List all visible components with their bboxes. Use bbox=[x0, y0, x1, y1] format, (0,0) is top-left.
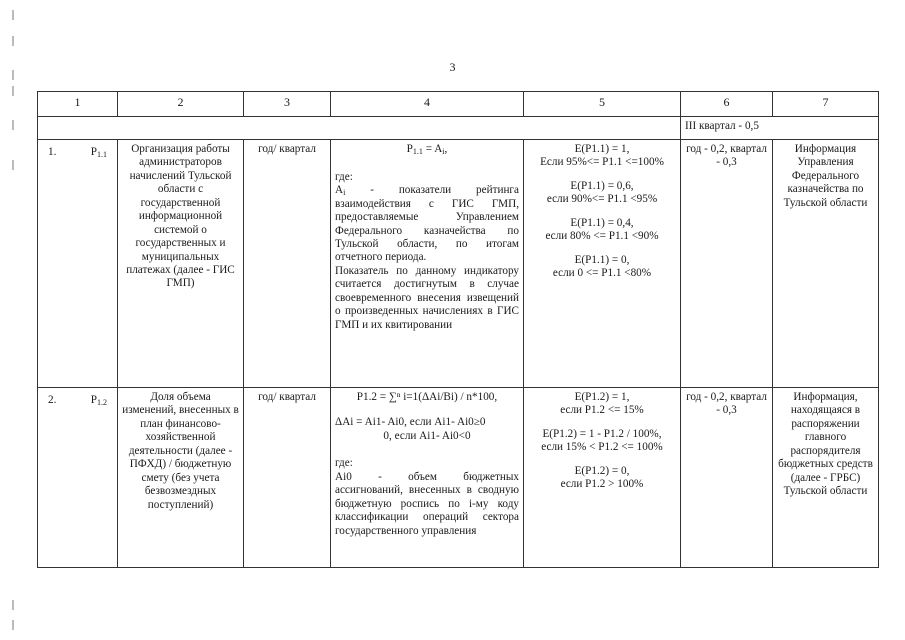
formula-delta-else: 0, если Ai1- Ai0<0 bbox=[383, 429, 471, 442]
where-label: где: bbox=[335, 457, 353, 470]
indicator-period: год/ квартал bbox=[244, 140, 331, 388]
score-rule: E(P1.2) = 1 - P1.2 / 100%, если 15% < P1.2 <= 100% bbox=[541, 427, 663, 454]
score-rule: E(P1.1) = 0, если 0 <= P1.1 <80% bbox=[552, 253, 652, 280]
indicator-weight: год - 0,2, квартал - 0,3 bbox=[681, 388, 773, 568]
formula: P1.2 = ∑ⁿ i=1(ΔAi/Bi) / n*100, bbox=[356, 391, 498, 403]
indicator-name: Организация работы администраторов начислений Тульской области с государственной информационной системой о государственных и муниципальных платежах (далее - ГИС ГМП) bbox=[118, 140, 244, 388]
indicator-formula bbox=[331, 388, 524, 568]
continued-weight: III квартал - 0,5 bbox=[681, 117, 879, 140]
formula-delta: ΔAi = Ai1- Ai0, если Ai1- Ai0≥0 bbox=[335, 416, 486, 429]
row-number: 2. bbox=[48, 394, 57, 406]
header-cell: 1 bbox=[38, 92, 118, 117]
formula-description: $A_i$ - показатели рейтинга взаимодействия с ГИС ГМП, предоставляемые Управлением Федерального казначейства по Тульской области, по итогам отчетного периода. bbox=[335, 184, 519, 264]
where-label: где: bbox=[335, 170, 353, 183]
score-rule: E(P1.1) = 0,4, если 80% <= P1.1 <90% bbox=[545, 216, 659, 243]
scoring-rules bbox=[524, 140, 681, 388]
table-row bbox=[38, 388, 879, 568]
continued-row bbox=[38, 117, 879, 140]
indicator-name: Доля объема изменений, внесенных в план финансово-хозяйственной деятельности (далее - ПФХД) / бюджетную смету (без учета безвозмездных поступлений) bbox=[118, 388, 244, 568]
header-row bbox=[38, 92, 879, 117]
header-cell: 7 bbox=[773, 92, 879, 117]
score-rule: E(P1.1) = 0,6, если 90%<= P1.1 <95% bbox=[546, 179, 658, 206]
header-cell: 6 bbox=[681, 92, 773, 117]
score-rule: E(P1.2) = 1, если P1.2 <= 15% bbox=[560, 391, 644, 417]
formula: $P_{1.1} = A_i$, bbox=[406, 143, 448, 156]
indicator-code: $P_{1.1}$ bbox=[90, 146, 107, 159]
score-rule: E(P1.2) = 0, если P1.2 > 100% bbox=[560, 464, 644, 491]
row-number: 1. bbox=[48, 146, 57, 158]
table-row bbox=[38, 140, 879, 388]
header-cell: 3 bbox=[244, 92, 331, 117]
header-cell: 2 bbox=[118, 92, 244, 117]
indicator-table bbox=[37, 91, 879, 568]
row-id-cell bbox=[38, 140, 118, 388]
margin-marks bbox=[12, 0, 18, 640]
page-number: 3 bbox=[449, 60, 456, 74]
indicator-note: Показатель по данному индикатору считается достигнутым в случае своевременного внесения извещений о произведенных начислениях в ГИС ГМП и их квитировании bbox=[335, 264, 519, 331]
indicator-code: $P_{1.2}$ bbox=[90, 394, 107, 407]
indicator-weight: год - 0,2, квартал - 0,3 bbox=[681, 140, 773, 388]
data-source: Информация Управления Федерального казначейства по Тульской области bbox=[773, 140, 879, 388]
score-rule: E(P1.1) = 1, Если 95%<= P1.1 <=100% bbox=[540, 143, 664, 169]
row-id-cell bbox=[38, 388, 118, 568]
data-source: Информация, находящаяся в распоряжении главного распорядителя бюджетных средств (далее - ГРБС) Тульской области bbox=[773, 388, 879, 568]
scoring-rules bbox=[524, 388, 681, 568]
header-cell: 5 bbox=[524, 92, 681, 117]
header-cell: 4 bbox=[331, 92, 524, 117]
indicator-period: год/ квартал bbox=[244, 388, 331, 568]
formula-description: Ai0 - объем бюджетных ассигнований, внесенных в сводную бюджетную роспись по i-му коду классификации операций сектора государственного управления bbox=[335, 470, 519, 537]
indicator-formula bbox=[331, 140, 524, 388]
